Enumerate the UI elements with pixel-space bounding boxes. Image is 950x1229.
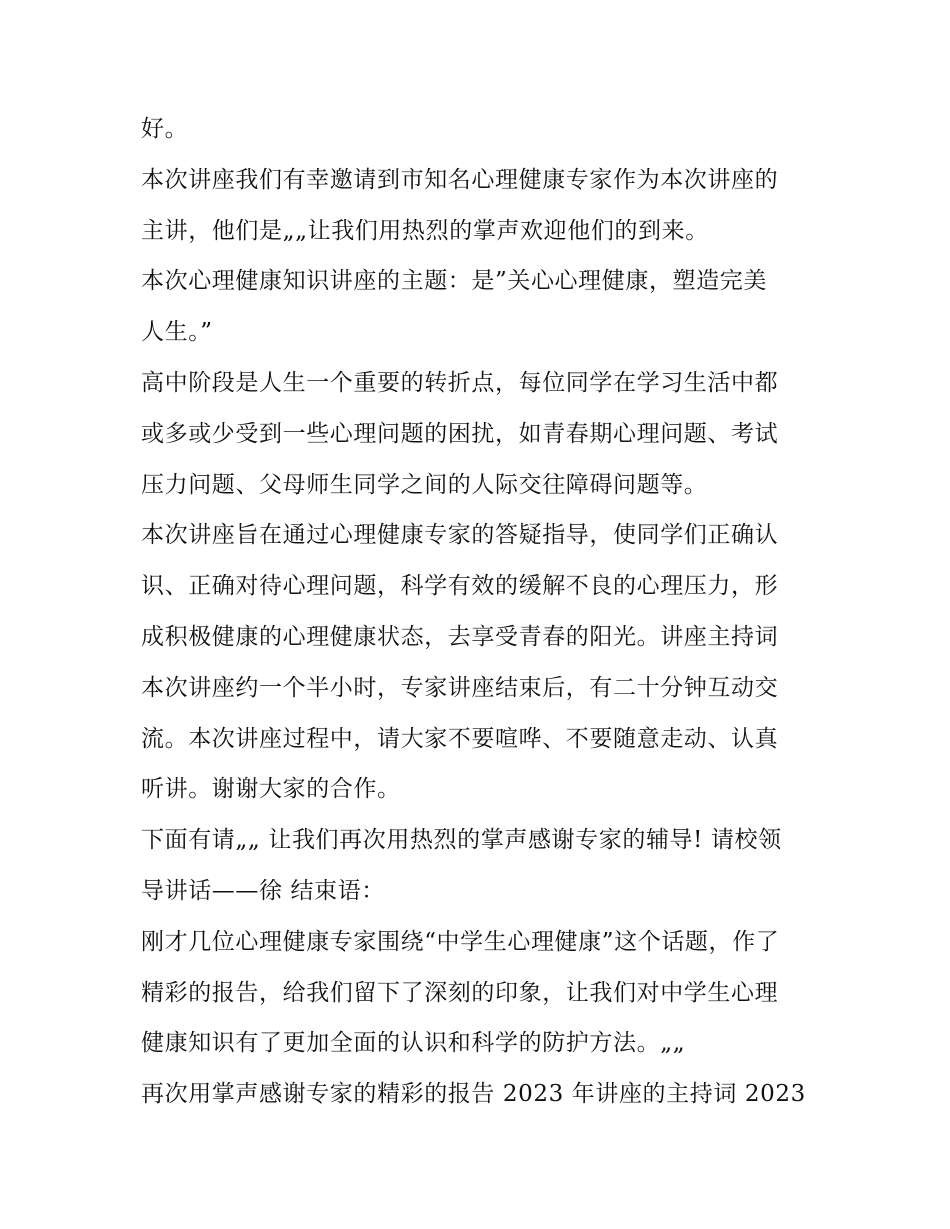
text-line: 本次心理健康知识讲座的主题：是”关心心理健康，塑造完美 xyxy=(141,268,767,295)
text-line: 本次讲座约一个半小时，专家讲座结束后，有二十分钟互动交 xyxy=(141,674,779,701)
text-line: 健康知识有了更加全面的认识和科学的防护方法。„„ xyxy=(141,1030,686,1057)
text-line: 压力问题、父母师生同学之间的人际交往障碍问题等。 xyxy=(141,471,708,498)
text-line: 识、正确对待心理问题，科学有效的缓解不良的心理压力，形 xyxy=(141,573,779,600)
text-line: 导讲话——徐 结束语： xyxy=(141,877,385,904)
text-line: 主讲，他们是„„让我们用热烈的掌声欢迎他们的到来。 xyxy=(141,217,709,244)
document-body xyxy=(141,104,821,1120)
text-line: 本次讲座旨在通过心理健康专家的答疑指导，使同学们正确认 xyxy=(141,522,779,549)
text-line: 流。本次讲座过程中，请大家不要喧哗、不要随意走动、认真 xyxy=(141,725,779,752)
text-line: 听讲。谢谢大家的合作。 xyxy=(141,776,401,803)
text-line: 下面有请„„ 让我们再次用热烈的掌声感谢专家的辅导! 请校领 xyxy=(141,827,782,854)
text-line: 本次讲座我们有幸邀请到市知名心理健康专家作为本次讲座的 xyxy=(141,166,779,193)
text-line: 好。 xyxy=(141,116,189,142)
text-line: 高中阶段是人生一个重要的转折点，每位同学在学习生活中都 xyxy=(141,369,779,396)
text-line: 精彩的报告，给我们留下了深刻的印象，让我们对中学生心理 xyxy=(141,979,779,1006)
text-line: 再次用掌声感谢专家的精彩的报告 2023 年讲座的主持词 2023 xyxy=(141,1081,806,1108)
text-line: 或多或少受到一些心理问题的困扰，如青春期心理问题、考试 xyxy=(141,420,779,447)
text-line: 人生。” xyxy=(141,319,213,346)
text-line: 成积极健康的心理健康状态，去享受青春的阳光。讲座主持词 xyxy=(141,623,779,650)
text-line: 刚才几位心理健康专家围绕“中学生心理健康”这个话题，作了 xyxy=(141,928,780,955)
